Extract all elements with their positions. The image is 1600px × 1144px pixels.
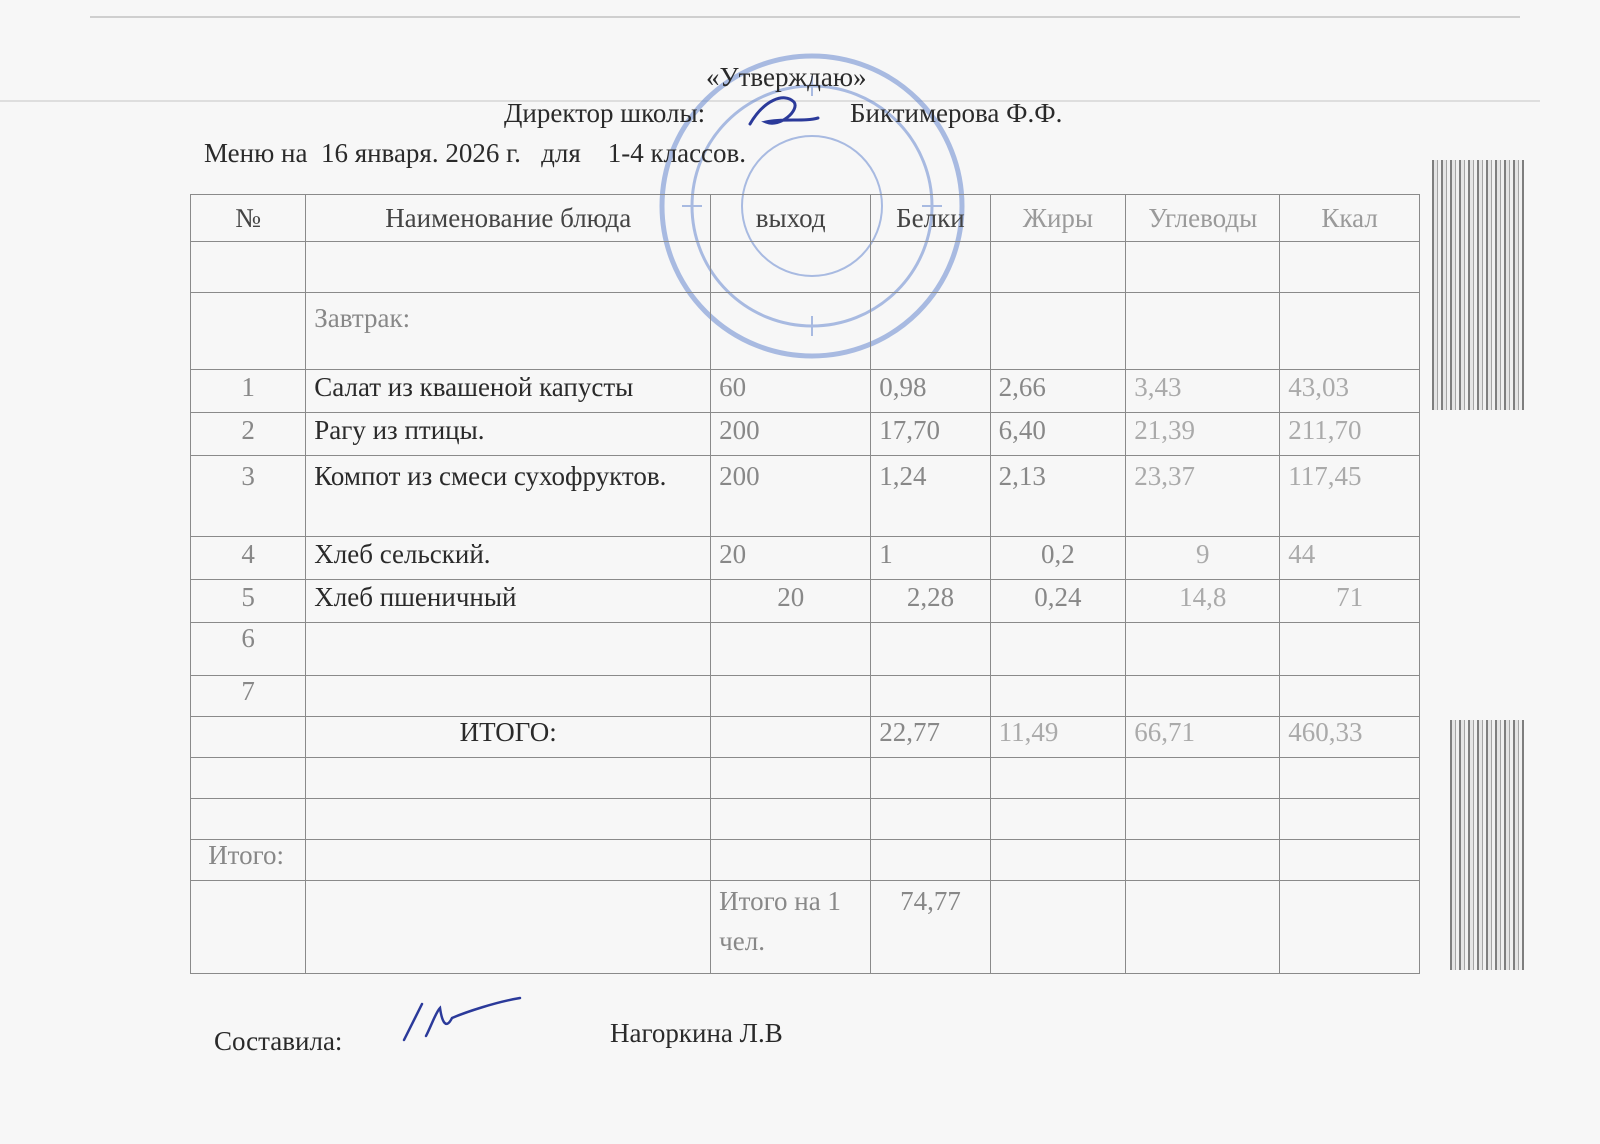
total-carbs: 66,71 [1126, 717, 1280, 758]
item-kcal: 211,70 [1280, 413, 1420, 456]
col-out: выход [711, 195, 871, 242]
table-row [191, 580, 1420, 623]
per-person-row [191, 881, 1420, 974]
item-kcal: 44 [1280, 537, 1420, 580]
scan-artifact-right-2 [1450, 720, 1524, 970]
table-row [191, 370, 1420, 413]
item-protein: 17,70 [871, 413, 990, 456]
item-out: 20 [711, 537, 871, 580]
col-carbs: Углеводы [1126, 195, 1280, 242]
table-row [191, 293, 1420, 370]
item-protein: 2,28 [871, 580, 990, 623]
item-fat: 0,2 [990, 537, 1126, 580]
item-carbs: 14,8 [1126, 580, 1280, 623]
compiled-label: Составила: [214, 1026, 343, 1056]
col-kcal: Ккал [1280, 195, 1420, 242]
table-row [191, 799, 1420, 840]
director-label: Директор школы: [504, 98, 706, 128]
table-row [191, 537, 1420, 580]
table-row [191, 456, 1420, 537]
item-num: 6 [191, 623, 306, 676]
total-protein: 22,77 [871, 717, 990, 758]
table-row [191, 413, 1420, 456]
item-carbs: 3,43 [1126, 370, 1280, 413]
total-fat: 11,49 [990, 717, 1126, 758]
col-fat: Жиры [990, 195, 1126, 242]
item-num: 2 [191, 413, 306, 456]
item-out: 200 [711, 413, 871, 456]
compiler-signature [396, 990, 526, 1050]
director-signature [744, 88, 824, 136]
item-fat: 0,24 [990, 580, 1126, 623]
item-name: Рагу из птицы. [306, 413, 711, 456]
itogo-row [191, 840, 1420, 881]
table-row [191, 676, 1420, 717]
item-kcal: 71 [1280, 580, 1420, 623]
compiled-name: Нагоркина Л.В [610, 1018, 783, 1048]
item-num: 4 [191, 537, 306, 580]
per-person-label: Итого на 1 чел. [711, 881, 871, 974]
item-num: 7 [191, 676, 306, 717]
approval-heading: «Утверждаю» [706, 62, 867, 92]
item-name: Компот из смеси сухофруктов. [306, 456, 711, 537]
itogo-label: Итого: [191, 840, 306, 881]
col-name: Наименование блюда [306, 195, 711, 242]
item-carbs: 21,39 [1126, 413, 1280, 456]
scan-artifact-right-1 [1432, 160, 1524, 410]
item-num: 5 [191, 580, 306, 623]
section-label: Завтрак: [306, 293, 711, 370]
item-name: Хлеб сельский. [306, 537, 711, 580]
col-protein: Белки [871, 195, 990, 242]
item-protein: 1,24 [871, 456, 990, 537]
table-row [191, 242, 1420, 293]
table-row [191, 623, 1420, 676]
item-num: 1 [191, 370, 306, 413]
item-kcal: 43,03 [1280, 370, 1420, 413]
scan-artifact-top [90, 16, 1520, 18]
total-label: ИТОГО: [306, 717, 711, 758]
item-name: Салат из квашеной капусты [306, 370, 711, 413]
total-kcal: 460,33 [1280, 717, 1420, 758]
table-row [191, 758, 1420, 799]
item-carbs: 9 [1126, 537, 1280, 580]
total-row [191, 717, 1420, 758]
item-protein: 0,98 [871, 370, 990, 413]
item-fat: 2,66 [990, 370, 1126, 413]
item-num: 3 [191, 456, 306, 537]
item-carbs: 23,37 [1126, 456, 1280, 537]
item-fat: 2,13 [990, 456, 1126, 537]
item-name: Хлеб пшеничный [306, 580, 711, 623]
header-row [191, 195, 1420, 242]
menu-table [190, 194, 1420, 974]
item-kcal: 117,45 [1280, 456, 1420, 537]
col-num: № [191, 195, 306, 242]
director-name: Биктимерова Ф.Ф. [850, 98, 1063, 128]
per-person-value: 74,77 [871, 881, 990, 974]
item-out: 20 [711, 580, 871, 623]
item-out: 60 [711, 370, 871, 413]
item-out: 200 [711, 456, 871, 537]
item-protein: 1 [871, 537, 990, 580]
menu-title: Меню на 16 января. 2026 г. для 1-4 классов. [204, 138, 747, 168]
item-fat: 6,40 [990, 413, 1126, 456]
